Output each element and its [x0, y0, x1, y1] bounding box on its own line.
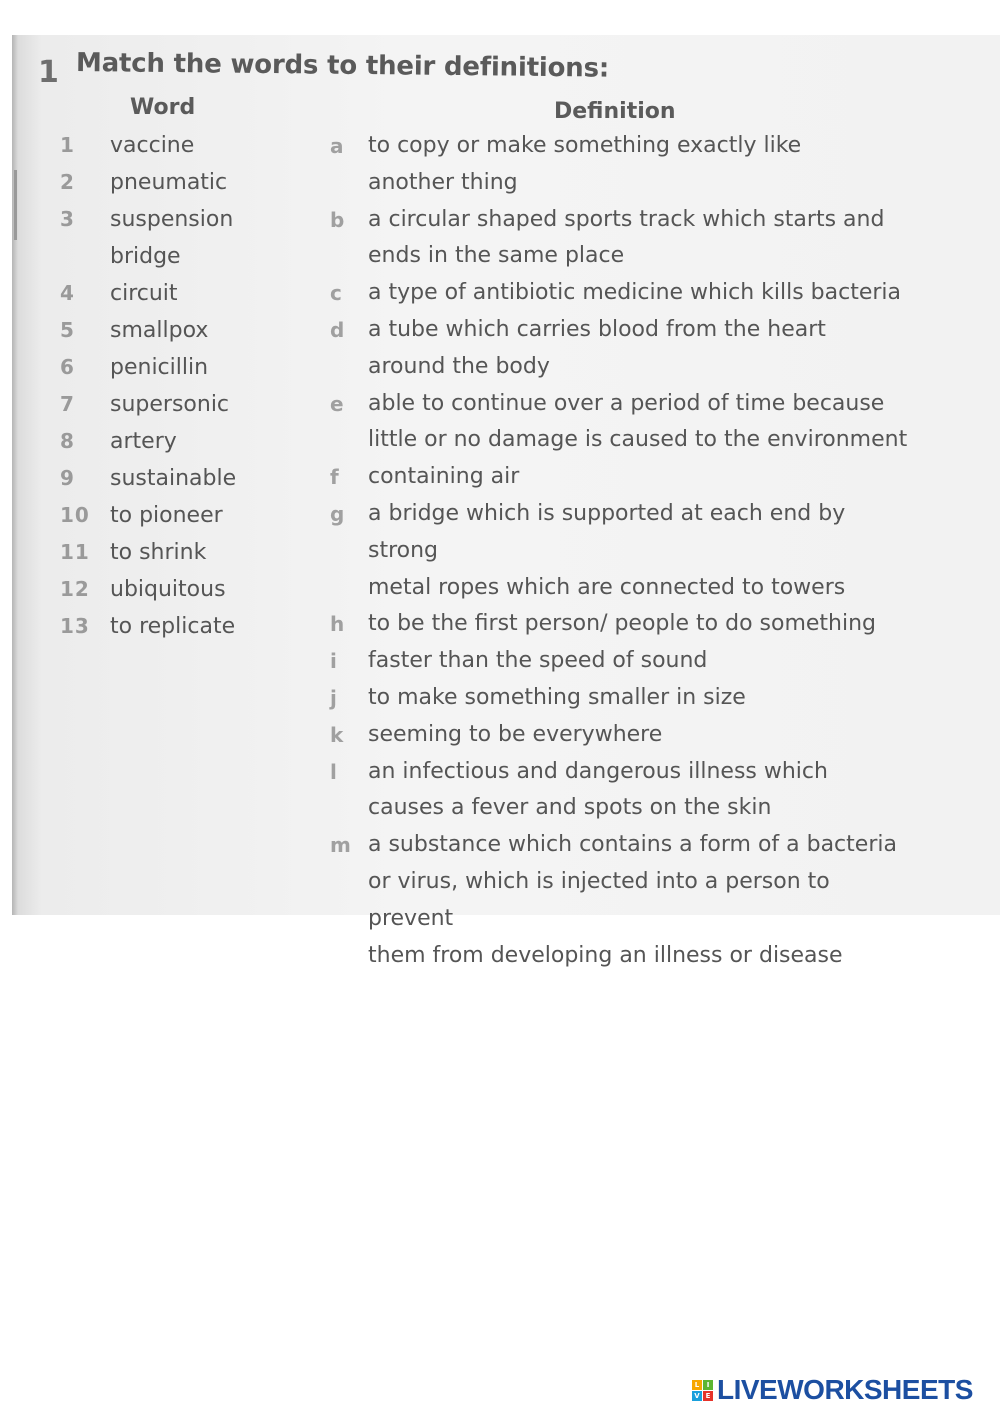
logo-mark-icon: [692, 1380, 713, 1401]
logo-square-icon: E: [703, 1391, 713, 1401]
word-item: [60, 460, 320, 497]
definition-item-continuation: [330, 864, 910, 938]
word-list: [60, 127, 320, 645]
definition-item: [330, 386, 910, 423]
definition-text: ends in the same place: [368, 243, 625, 269]
word-item: [60, 127, 320, 164]
definition-item: [330, 606, 910, 643]
definition-letter: i: [330, 649, 337, 674]
word-text: smallpox: [110, 318, 209, 343]
word-number: 3: [60, 207, 74, 231]
definition-letter: l: [330, 759, 337, 784]
definition-text: a substance which contains a form of a bacteria: [368, 832, 897, 858]
definition-item: [330, 496, 910, 570]
definition-letter: [330, 790, 368, 827]
word-number: 2: [60, 170, 74, 194]
definition-list: [330, 128, 910, 974]
word-text: to replicate: [110, 614, 236, 639]
definition-letter: b: [330, 207, 345, 232]
definition-item: [330, 128, 910, 165]
definition-text: containing air: [368, 464, 520, 490]
definition-text: or virus, which is injected into a person to prevent: [368, 868, 830, 931]
definition-text: a tube which carries blood from the heart: [368, 316, 826, 342]
definition-text: causes a fever and spots on the skin: [368, 795, 772, 821]
definition-letter: [330, 238, 368, 275]
word-text: sustainable: [110, 466, 237, 491]
exercise-title: Match the words to their definitions:: [75, 48, 610, 84]
word-text: bridge: [110, 244, 181, 269]
definition-letter: [330, 349, 368, 386]
word-item: [60, 534, 320, 571]
definition-text: seeming to be everywhere: [368, 721, 663, 747]
definition-item-continuation: [330, 790, 910, 827]
definition-text: a bridge which is supported at each end by strong: [368, 500, 846, 563]
definition-item: [330, 754, 910, 791]
definition-item: [330, 827, 910, 864]
word-number: 6: [60, 355, 74, 379]
definition-text: a circular shaped sports track which starts and: [368, 206, 885, 232]
word-column-header: Word: [130, 95, 196, 120]
word-text: circuit: [110, 281, 178, 306]
definition-item: [330, 312, 910, 349]
definition-letter: h: [330, 612, 345, 637]
word-item-continuation: [60, 238, 320, 275]
word-text: supersonic: [110, 392, 230, 417]
definition-letter: j: [330, 685, 337, 710]
definition-text: another thing: [368, 169, 518, 195]
word-text: artery: [110, 429, 177, 454]
binding-mark: [14, 170, 17, 240]
definition-letter: a: [330, 134, 344, 158]
word-item: [60, 312, 320, 349]
word-number: 10: [60, 503, 90, 527]
word-item: [60, 571, 320, 608]
definition-item-continuation: [330, 422, 910, 459]
word-number: 11: [60, 540, 90, 564]
word-item: [60, 164, 320, 201]
word-text: ubiquitous: [110, 577, 226, 602]
definition-letter: k: [330, 722, 344, 747]
exercise-number: 1: [38, 55, 59, 90]
definition-text: little or no damage is caused to the environment: [368, 427, 908, 453]
word-number: 9: [60, 466, 74, 490]
definition-text: metal ropes which are connected to towers: [368, 574, 846, 600]
word-text: to shrink: [110, 540, 207, 565]
definition-text: faster than the speed of sound: [368, 648, 708, 674]
word-number: 1: [60, 133, 74, 157]
word-number: 8: [60, 429, 74, 453]
definition-item-continuation: [330, 349, 910, 386]
definition-text: them from developing an illness or disease: [368, 942, 843, 968]
logo-square-icon: V: [692, 1391, 702, 1401]
definition-item: [330, 643, 910, 680]
word-number: 4: [60, 281, 74, 305]
definition-letter: f: [330, 465, 339, 490]
definition-text: a type of antibiotic medicine which kills bacteria: [368, 280, 902, 306]
definition-item: [330, 717, 910, 754]
word-item: [60, 349, 320, 386]
word-item: [60, 497, 320, 534]
definition-text: to be the first person/ people to do something: [368, 611, 877, 637]
word-item: [60, 386, 320, 423]
definition-letter: d: [330, 317, 345, 342]
definition-text: able to continue over a period of time because: [368, 390, 885, 416]
word-number: 5: [60, 318, 74, 342]
logo-square-icon: I: [703, 1380, 713, 1390]
word-text: to pioneer: [110, 503, 223, 528]
word-number: 7: [60, 392, 74, 416]
logo-square-icon: L: [692, 1380, 702, 1390]
word-number: 12: [60, 577, 90, 601]
definition-letter: g: [330, 501, 345, 526]
definition-letter: m: [330, 833, 351, 858]
definition-letter: c: [330, 281, 342, 306]
definition-column-header: Definition: [554, 99, 676, 124]
definition-letter: [330, 570, 368, 607]
word-number: 13: [60, 614, 90, 638]
definition-letter: e: [330, 391, 344, 416]
definition-item: [330, 202, 910, 239]
definition-letter: [330, 938, 368, 975]
definition-text: an infectious and dangerous illness which: [368, 758, 828, 784]
definition-letter: [330, 864, 368, 938]
definition-item: [330, 275, 910, 312]
word-text: suspension: [110, 207, 234, 232]
definition-letter: [330, 422, 368, 459]
definition-text: to copy or make something exactly like: [368, 133, 802, 158]
definition-text: to make something smaller in size: [368, 684, 746, 710]
definition-item: [330, 680, 910, 717]
word-item: [60, 423, 320, 460]
word-item: [60, 608, 320, 645]
definition-item-continuation: [330, 570, 910, 607]
word-text: vaccine: [110, 133, 195, 158]
definition-item-continuation: [330, 238, 910, 275]
definition-item-continuation: [330, 165, 910, 202]
page-edge-shadow: [12, 35, 18, 915]
word-text: penicillin: [110, 355, 209, 380]
definition-letter: [330, 165, 368, 202]
word-item: [60, 275, 320, 312]
definition-item-continuation: [330, 938, 910, 975]
logo-text: LIVEWORKSHEETS: [717, 1374, 973, 1405]
liveworksheets-logo: [692, 1374, 973, 1406]
definition-item: [330, 459, 910, 496]
word-text: pneumatic: [110, 170, 228, 195]
definition-text: around the body: [368, 353, 550, 379]
word-item: [60, 201, 320, 238]
